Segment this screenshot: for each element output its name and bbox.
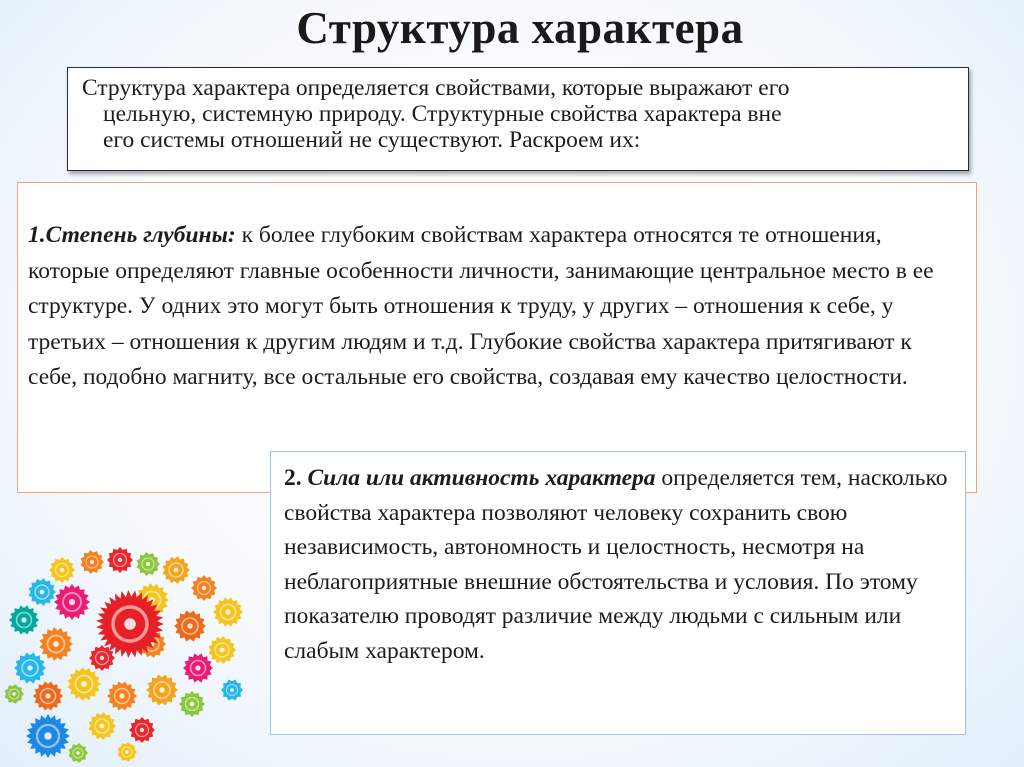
intro-line-3: его системы отношений не существуют. Раскроем их:: [103, 127, 641, 153]
gear-icon: [191, 575, 217, 601]
gear-icon: [221, 680, 243, 701]
gear-icon: [213, 597, 243, 626]
gear-icon: [14, 652, 46, 683]
gear-icon: [107, 681, 137, 710]
intro-line-1: Структура характера определяется свойствами, которые выражают его: [82, 75, 790, 101]
point-depth-heading: 1.Степень глубины:: [28, 222, 236, 248]
gear-icon: [49, 557, 75, 583]
gear-icon: [129, 717, 155, 743]
intro-line-2: цельную, системную природу. Структурные свойства характера вне: [103, 101, 782, 127]
gear-icon: [39, 627, 73, 661]
page-title: Структура характера: [296, 3, 744, 53]
gear-icon: [26, 714, 70, 758]
point-strength-text: определяется тем, насколько свойства характера позволяют человеку сохранить свою независимость, автономность и целостность, несмотря на неблагоприятные внешние обстоятельства и условия. По этому показателю проводят различие между людьми с сильным или слабым характером.: [284, 465, 948, 664]
point-depth-box: [17, 182, 977, 493]
point-depth-text: к более глубоким свойствам характера относятся те отношения, которые определяют главные особенности личности, занимающие центральное место в ее структуре. У одних это могут быть отношения к труду, у других – отношения к себе, у третьих – отношения к другим людям и т.д. Глубокие свойства характера притягивают к себе, подобно магниту, все остальные его свойства, создавая ему качество целостности.: [28, 222, 934, 390]
gear-icon: [137, 552, 161, 576]
gear-icon: [28, 578, 56, 606]
gear-icon: [54, 584, 90, 620]
gear-icon: [118, 742, 137, 762]
gear-icon: [67, 667, 101, 701]
point-strength-number: 2.: [284, 465, 302, 491]
point-strength-heading: Сила или активность характера: [307, 465, 656, 491]
gear-icon: [69, 743, 88, 763]
gear-brain-icon: [2, 540, 270, 765]
gear-icon: [146, 674, 178, 705]
gear-icon: [81, 550, 105, 574]
gear-icon: [162, 556, 190, 584]
gear-icon: [183, 653, 213, 682]
intro-box: [67, 67, 969, 171]
gear-icon: [33, 681, 63, 710]
gear-icon: [179, 691, 205, 717]
gear-icon: [174, 610, 206, 641]
gear-icon: [9, 605, 39, 634]
gear-icon: [88, 712, 116, 740]
point-strength-box: [270, 451, 966, 735]
gear-icon: [107, 547, 133, 573]
gear-icon: [208, 636, 236, 664]
gear-icon: [5, 684, 24, 704]
